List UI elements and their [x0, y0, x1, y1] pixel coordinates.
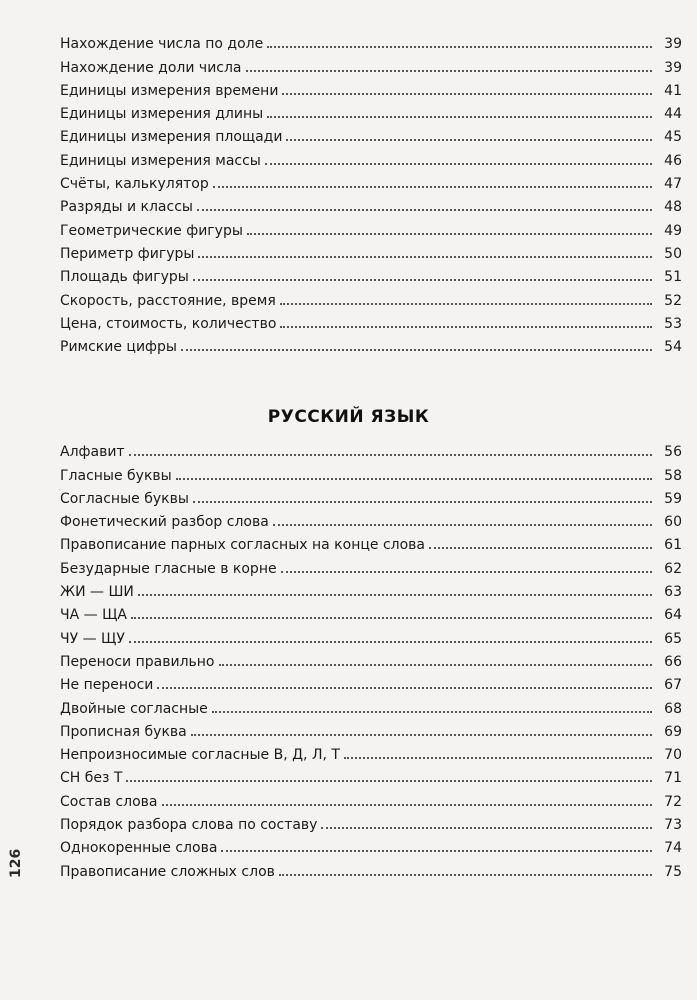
- toc-entry-title: Римские цифры: [60, 339, 177, 356]
- dot-leader: [246, 70, 652, 72]
- toc-entry: [60, 577, 682, 600]
- dot-leader: [191, 734, 652, 736]
- dot-leader: [267, 116, 652, 118]
- dot-leader: [157, 687, 652, 689]
- toc-entry-page: 61: [664, 537, 682, 554]
- dot-leader: [280, 303, 652, 305]
- toc-entry: [60, 856, 682, 879]
- toc-entry-title: ЖИ — ШИ: [60, 584, 134, 601]
- toc-entry-title: Непроизносимые согласные В, Д, Л, Т: [60, 747, 340, 764]
- toc-entry-title: Алфавит: [60, 444, 125, 461]
- toc-entry-page: 41: [664, 82, 682, 99]
- toc-entry: [60, 309, 682, 332]
- toc-entry-page: 70: [664, 747, 682, 764]
- toc-entry-title: Состав слова: [60, 793, 158, 810]
- toc-entry-page: 75: [664, 863, 682, 880]
- dot-leader: [267, 46, 652, 48]
- toc-entry-title: Периметр фигуры: [60, 245, 195, 262]
- toc-entry-title: Согласные буквы: [60, 490, 189, 507]
- toc-entry: [60, 99, 682, 122]
- toc-entry-page: 45: [664, 129, 682, 146]
- toc-entry-page: 39: [664, 36, 682, 53]
- dot-leader: [181, 349, 652, 351]
- toc-entry-page: 56: [664, 444, 682, 461]
- toc-entry-page: 64: [664, 607, 682, 624]
- toc-entry-title: Геометрические фигуры: [60, 222, 243, 239]
- toc-entry-page: 47: [664, 176, 682, 193]
- toc-entry-title: Фонетический разбор слова: [60, 514, 269, 531]
- dot-leader: [129, 641, 652, 643]
- toc-entry-page: 52: [664, 292, 682, 309]
- toc-entry-title: Нахождение числа по доле: [60, 36, 264, 53]
- toc-entry-page: 69: [664, 723, 682, 740]
- page-number: 126: [8, 848, 24, 878]
- dot-leader: [273, 524, 652, 526]
- toc-entry: [60, 786, 682, 809]
- dot-leader: [247, 233, 652, 235]
- toc-entry-page: 65: [664, 630, 682, 647]
- toc-entry-page: 63: [664, 584, 682, 601]
- toc-entry-title: Единицы измерения длины: [60, 106, 264, 123]
- toc-entry-title: Скорость, расстояние, время: [60, 292, 276, 309]
- toc-entry-title: Правописание парных согласных на конце слова: [60, 537, 425, 554]
- toc-entry: [60, 507, 682, 530]
- dot-leader: [162, 804, 652, 806]
- toc-entry-page: 59: [664, 490, 682, 507]
- toc-entry-title: Порядок разбора слова по составу: [60, 817, 318, 834]
- russian-toc-list: [60, 437, 682, 880]
- toc-entry-title: Счёты, калькулятор: [60, 176, 209, 193]
- toc-entry-title: Гласные буквы: [60, 467, 172, 484]
- toc-entry-title: Прописная буква: [60, 723, 187, 740]
- dot-leader: [198, 256, 652, 258]
- toc-entry-page: 72: [664, 793, 682, 810]
- dot-leader: [126, 780, 652, 782]
- toc-entry-page: 46: [664, 152, 682, 169]
- dot-leader: [286, 139, 652, 141]
- dot-leader: [197, 209, 652, 211]
- dot-leader: [176, 478, 652, 480]
- toc-entry-page: 60: [664, 514, 682, 531]
- toc-entry-page: 48: [664, 199, 682, 216]
- toc-entry: [60, 623, 682, 646]
- toc-entry: [60, 810, 682, 833]
- toc-entry-title: Единицы измерения времени: [60, 82, 279, 99]
- dot-leader: [131, 617, 652, 619]
- toc-entry: [60, 600, 682, 623]
- toc-entry: [60, 647, 682, 670]
- toc-entry: [60, 145, 682, 168]
- dot-leader: [212, 711, 652, 713]
- toc-entry-title: ЧА — ЩА: [60, 607, 127, 624]
- toc-entry: [60, 29, 682, 52]
- dot-leader: [129, 454, 652, 456]
- toc-entry-page: 39: [664, 59, 682, 76]
- toc-entry-page: 68: [664, 700, 682, 717]
- toc-entry-title: Площадь фигуры: [60, 269, 189, 286]
- toc-entry-title: Двойные согласные: [60, 700, 208, 717]
- toc-entry: [60, 239, 682, 262]
- toc-entry: [60, 76, 682, 99]
- toc-entry: [60, 763, 682, 786]
- dot-leader: [321, 827, 652, 829]
- toc-entry-title: Единицы измерения массы: [60, 152, 261, 169]
- toc-entry-title: ЧУ — ЩУ: [60, 630, 125, 647]
- toc-entry: [60, 122, 682, 145]
- math-toc-list: [60, 29, 682, 355]
- toc-entry: [60, 833, 682, 856]
- toc-entry: [60, 460, 682, 483]
- toc-entry-page: 73: [664, 817, 682, 834]
- toc-entry: [60, 484, 682, 507]
- toc-entry: [60, 215, 682, 238]
- dot-leader: [279, 874, 652, 876]
- toc-entry-page: 74: [664, 840, 682, 857]
- section-heading-russian: РУССКИЙ ЯЗЫК: [267, 407, 430, 427]
- dot-leader: [280, 326, 652, 328]
- toc-entry: [60, 285, 682, 308]
- toc-entry-page: 50: [664, 245, 682, 262]
- toc-entry-page: 66: [664, 653, 682, 670]
- toc-entry-title: Разряды и классы: [60, 199, 193, 216]
- toc-entry: [60, 740, 682, 763]
- dot-leader: [193, 279, 652, 281]
- toc-entry-title: Единицы измерения площади: [60, 129, 283, 146]
- toc-entry: [60, 717, 682, 740]
- toc-entry-title: Цена, стоимость, количество: [60, 315, 277, 332]
- toc-entry: [60, 52, 682, 75]
- toc-entry-title: Не переноси: [60, 677, 154, 694]
- toc-entry-page: 51: [664, 269, 682, 286]
- dot-leader: [213, 186, 652, 188]
- toc-entry-title: СН без Т: [60, 770, 123, 787]
- toc-entry: [60, 670, 682, 693]
- toc-entry: [60, 262, 682, 285]
- toc-entry: [60, 530, 682, 553]
- toc-entry-page: 71: [664, 770, 682, 787]
- toc-entry-title: Нахождение доли числа: [60, 59, 242, 76]
- dot-leader: [282, 93, 652, 95]
- toc-entry-title: Безударные гласные в корне: [60, 560, 277, 577]
- dot-leader: [219, 664, 653, 666]
- dot-leader: [265, 163, 652, 165]
- toc-entry-page: 49: [664, 222, 682, 239]
- toc-entry: [60, 553, 682, 576]
- toc-entry-page: 54: [664, 339, 682, 356]
- toc-entry-page: 67: [664, 677, 682, 694]
- dot-leader: [429, 547, 652, 549]
- toc-entry-page: 53: [664, 315, 682, 332]
- toc-entry: [60, 169, 682, 192]
- toc-entry-page: 62: [664, 560, 682, 577]
- dot-leader: [281, 571, 652, 573]
- toc-entry: [60, 332, 682, 355]
- dot-leader: [221, 850, 652, 852]
- dot-leader: [193, 501, 652, 503]
- toc-entry: [60, 192, 682, 215]
- dot-leader: [138, 594, 652, 596]
- toc-entry-title: Переноси правильно: [60, 653, 215, 670]
- toc-entry-title: Однокоренные слова: [60, 840, 218, 857]
- toc-entry: [60, 693, 682, 716]
- toc-entry-title: Правописание сложных слов: [60, 863, 275, 880]
- toc-entry-page: 44: [664, 106, 682, 123]
- toc-entry: [60, 437, 682, 460]
- dot-leader: [344, 757, 652, 759]
- toc-entry-page: 58: [664, 467, 682, 484]
